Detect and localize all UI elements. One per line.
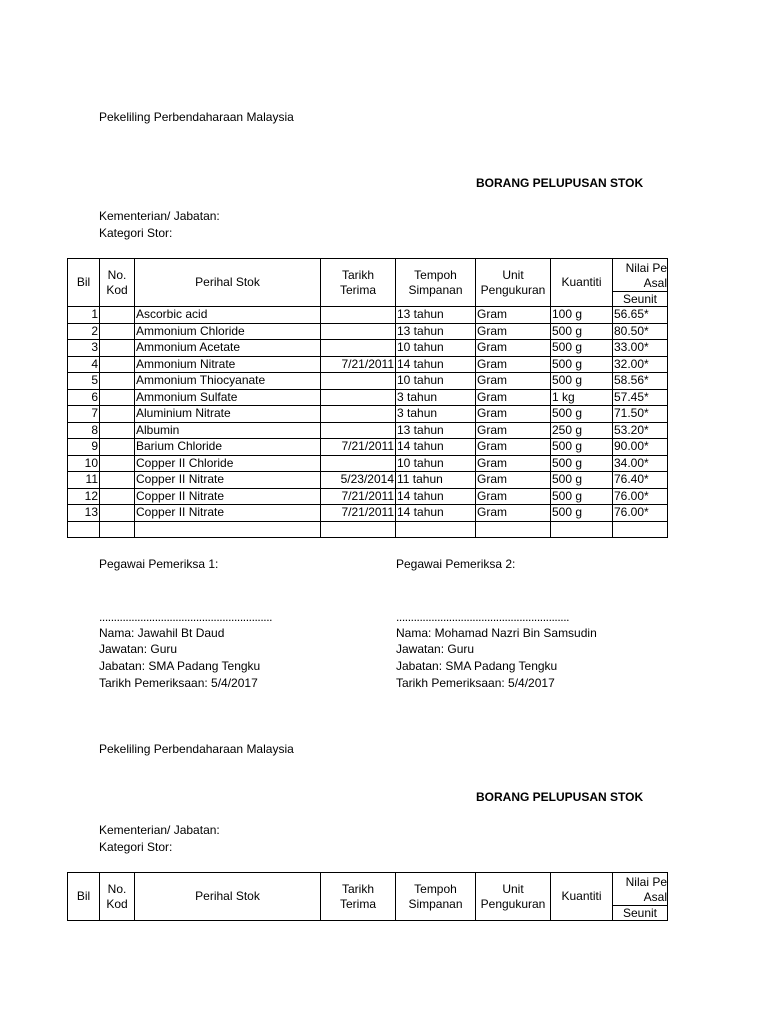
cell-bil: 1 [68, 307, 100, 324]
cell-nilai: 90.00* [613, 439, 668, 456]
cell-unit: Gram [476, 323, 551, 340]
table-header-row-2 [68, 873, 668, 921]
inspector1-department: Jabatan: SMA Padang Tengku [99, 659, 261, 673]
inspector1-date: Tarikh Pemeriksaan: 5/4/2017 [99, 676, 258, 690]
cell-perihal: Ammonium Sulfate [135, 389, 321, 406]
table-row [68, 356, 668, 373]
cell-tarikh [321, 307, 396, 324]
cell-perihal: Copper II Nitrate [135, 472, 321, 489]
cell-bil: 8 [68, 422, 100, 439]
stock-table-2 [67, 872, 668, 921]
table-row [68, 439, 668, 456]
inspector1-signature-line: ........................................................... [99, 610, 273, 624]
cell-nilai: 53.20* [613, 422, 668, 439]
cell-unit: Gram [476, 406, 551, 423]
cell-nilai: 57.45* [613, 389, 668, 406]
ministry-label-2: Kementerian/ Jabatan: [99, 823, 220, 837]
inspector1-position: Jawatan: Guru [99, 642, 178, 656]
cell-nilai: 33.00* [613, 340, 668, 357]
header-bil: Bil [68, 259, 100, 307]
header-unit: Unit Pengukuran [476, 259, 551, 307]
cell-unit: Gram [476, 505, 551, 522]
cell-perihal: Copper II Chloride [135, 455, 321, 472]
header-kuantiti: Kuantiti [551, 259, 613, 307]
circular-title: Pekeliling Perbendaharaan Malaysia [99, 110, 294, 124]
cell-tempoh: 14 tahun [396, 356, 476, 373]
table-row [68, 422, 668, 439]
header-nilai-2 [613, 873, 668, 921]
cell-nilai: 80.50* [613, 323, 668, 340]
cell-kuantiti: 250 g [551, 422, 613, 439]
table-row [68, 488, 668, 505]
cell-unit: Gram [476, 307, 551, 324]
cell-nilai: 56.65* [613, 307, 668, 324]
cell-kod [100, 340, 135, 357]
cell-kod [100, 505, 135, 522]
cell-kuantiti: 500 g [551, 488, 613, 505]
header-tarikh: Tarikh Terima [321, 259, 396, 307]
circular-title-2: Pekeliling Perbendaharaan Malaysia [99, 742, 294, 756]
ministry-label: Kementerian/ Jabatan: [99, 209, 220, 223]
cell-kuantiti: 100 g [551, 307, 613, 324]
cell-kod [100, 455, 135, 472]
header-nilai-label: Nilai Pe Asal [625, 261, 667, 290]
cell-tarikh: 7/21/2011 [321, 488, 396, 505]
inspector2-date: Tarikh Pemeriksaan: 5/4/2017 [396, 676, 555, 690]
table-row [68, 373, 668, 390]
cell-perihal: Copper II Nitrate [135, 505, 321, 522]
cell-unit: Gram [476, 373, 551, 390]
cell-bil: 11 [68, 472, 100, 489]
cell-kod [100, 406, 135, 423]
header-tempoh: Tempoh Simpanan [396, 259, 476, 307]
header-unit-2: Unit Pengukuran [476, 873, 551, 921]
cell-perihal: Aluminium Nitrate [135, 406, 321, 423]
cell-kod [100, 488, 135, 505]
cell-tempoh: 10 tahun [396, 340, 476, 357]
cell-tarikh [321, 373, 396, 390]
header-kod: No. Kod [100, 259, 135, 307]
cell-perihal: Albumin [135, 422, 321, 439]
cell-perihal: Barium Chloride [135, 439, 321, 456]
cell-bil: 12 [68, 488, 100, 505]
cell-tempoh: 10 tahun [396, 455, 476, 472]
cell-kod [100, 373, 135, 390]
cell-bil: 10 [68, 455, 100, 472]
cell-tempoh: 13 tahun [396, 307, 476, 324]
cell-tempoh: 3 tahun [396, 406, 476, 423]
cell-bil: 2 [68, 323, 100, 340]
inspector1-label: Pegawai Pemeriksa 1: [99, 557, 219, 571]
cell-tarikh [321, 455, 396, 472]
cell-perihal: Ammonium Nitrate [135, 356, 321, 373]
cell-tarikh [321, 340, 396, 357]
cell-tarikh [321, 406, 396, 423]
table-row [68, 389, 668, 406]
cell-bil: 6 [68, 389, 100, 406]
cell-bil: 3 [68, 340, 100, 357]
cell-perihal: Ammonium Acetate [135, 340, 321, 357]
cell-bil: 13 [68, 505, 100, 522]
header-perihal: Perihal Stok [135, 259, 321, 307]
table-row [68, 307, 668, 324]
cell-tempoh: 14 tahun [396, 505, 476, 522]
header-nilai-label-2: Nilai Pe Asal [625, 875, 667, 904]
cell-kuantiti: 500 g [551, 439, 613, 456]
cell-unit: Gram [476, 422, 551, 439]
cell-kod [100, 356, 135, 373]
table-empty-row [68, 521, 668, 538]
cell-kuantiti: 500 g [551, 455, 613, 472]
table-row [68, 323, 668, 340]
cell-kuantiti: 500 g [551, 373, 613, 390]
table-row [68, 340, 668, 357]
cell-bil: 9 [68, 439, 100, 456]
cell-perihal: Copper II Nitrate [135, 488, 321, 505]
inspector2-position: Jawatan: Guru [396, 642, 475, 656]
cell-tempoh: 3 tahun [396, 389, 476, 406]
cell-tempoh: 13 tahun [396, 323, 476, 340]
stock-table [67, 258, 668, 538]
table-row [68, 406, 668, 423]
cell-tarikh: 7/21/2011 [321, 439, 396, 456]
table-row [68, 455, 668, 472]
cell-tempoh: 13 tahun [396, 422, 476, 439]
cell-kod [100, 439, 135, 456]
inspector1-name: Nama: Jawahil Bt Daud [99, 626, 225, 640]
cell-kod [100, 472, 135, 489]
cell-kod [100, 389, 135, 406]
table-header-row [68, 259, 668, 307]
cell-nilai: 76.00* [613, 505, 668, 522]
cell-unit: Gram [476, 340, 551, 357]
cell-unit: Gram [476, 439, 551, 456]
cell-nilai: 76.40* [613, 472, 668, 489]
cell-nilai: 58.56* [613, 373, 668, 390]
cell-kuantiti: 1 kg [551, 389, 613, 406]
cell-tempoh: 14 tahun [396, 488, 476, 505]
cell-kuantiti: 500 g [551, 356, 613, 373]
cell-perihal: Ammonium Chloride [135, 323, 321, 340]
cell-tarikh [321, 323, 396, 340]
header-seunit-2: Seunit [613, 905, 667, 920]
cell-perihal: Ammonium Thiocyanate [135, 373, 321, 390]
cell-tarikh: 7/21/2011 [321, 356, 396, 373]
cell-tarikh: 7/21/2011 [321, 505, 396, 522]
cell-tarikh [321, 389, 396, 406]
cell-kuantiti: 500 g [551, 472, 613, 489]
cell-unit: Gram [476, 455, 551, 472]
cell-kuantiti: 500 g [551, 505, 613, 522]
store-category-label-2: Kategori Stor: [99, 840, 173, 854]
cell-kuantiti: 500 g [551, 323, 613, 340]
cell-tarikh [321, 422, 396, 439]
cell-nilai: 71.50* [613, 406, 668, 423]
cell-perihal: Ascorbic acid [135, 307, 321, 324]
cell-kod [100, 323, 135, 340]
cell-kod [100, 422, 135, 439]
cell-unit: Gram [476, 356, 551, 373]
cell-tempoh: 14 tahun [396, 439, 476, 456]
cell-kuantiti: 500 g [551, 340, 613, 357]
cell-kod [100, 307, 135, 324]
cell-unit: Gram [476, 488, 551, 505]
inspector2-department: Jabatan: SMA Padang Tengku [396, 659, 558, 673]
store-category-label: Kategori Stor: [99, 226, 173, 240]
inspector2-name: Nama: Mohamad Nazri Bin Samsudin [396, 626, 597, 640]
form-title-2: BORANG PELUPUSAN STOK [476, 790, 644, 804]
header-nilai [613, 259, 668, 307]
inspector2-signature-line: ........................................................... [396, 610, 570, 624]
cell-unit: Gram [476, 472, 551, 489]
table-row [68, 472, 668, 489]
cell-bil: 4 [68, 356, 100, 373]
header-seunit: Seunit [613, 291, 667, 306]
form-title: BORANG PELUPUSAN STOK [476, 176, 644, 190]
cell-tempoh: 11 tahun [396, 472, 476, 489]
inspector2-label: Pegawai Pemeriksa 2: [396, 557, 516, 571]
cell-tempoh: 10 tahun [396, 373, 476, 390]
header-kod-2: No. Kod [100, 873, 135, 921]
cell-nilai: 34.00* [613, 455, 668, 472]
table-row [68, 505, 668, 522]
header-bil-2: Bil [68, 873, 100, 921]
cell-nilai: 32.00* [613, 356, 668, 373]
header-tempoh-2: Tempoh Simpanan [396, 873, 476, 921]
cell-bil: 5 [68, 373, 100, 390]
header-perihal-2: Perihal Stok [135, 873, 321, 921]
header-kuantiti-2: Kuantiti [551, 873, 613, 921]
header-tarikh-2: Tarikh Terima [321, 873, 396, 921]
cell-nilai: 76.00* [613, 488, 668, 505]
cell-tarikh: 5/23/2014 [321, 472, 396, 489]
cell-bil: 7 [68, 406, 100, 423]
cell-unit: Gram [476, 389, 551, 406]
cell-kuantiti: 500 g [551, 406, 613, 423]
